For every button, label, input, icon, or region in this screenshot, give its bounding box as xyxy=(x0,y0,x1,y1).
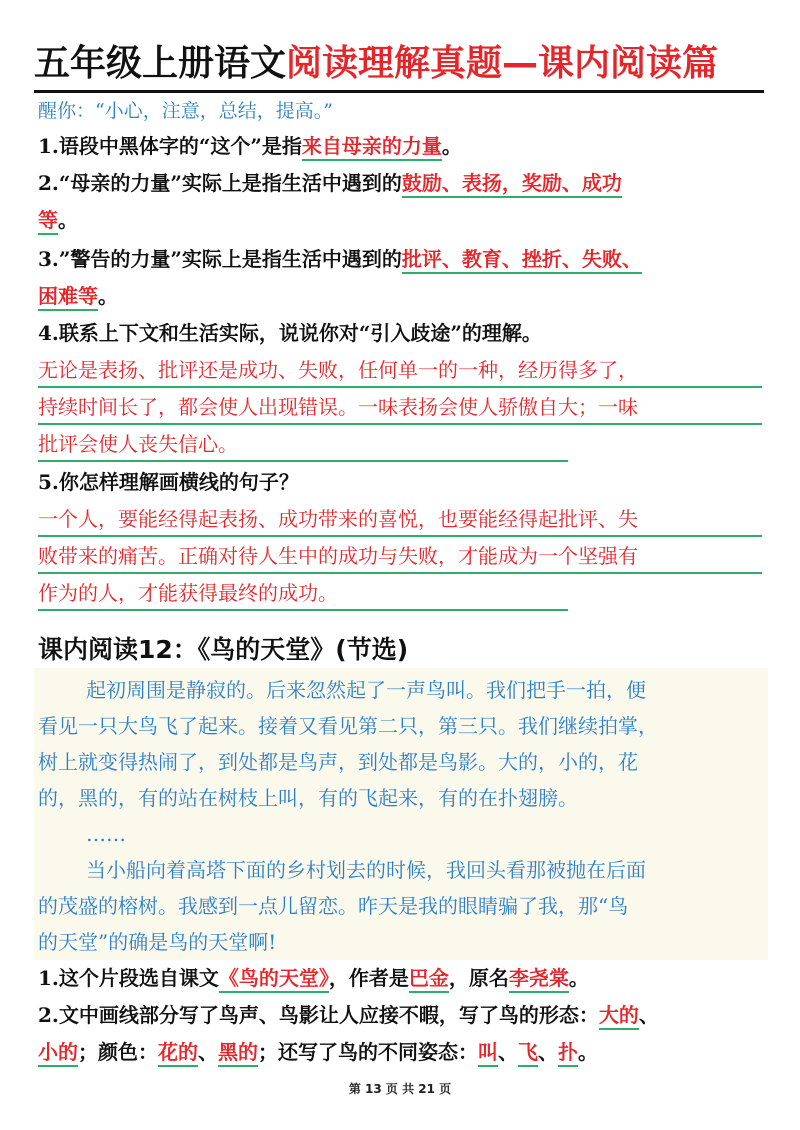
passage-line-6: 的茂盛的榕树。我感到一点儿留恋。昨天是我的眼睛骗了我，那“鸟 xyxy=(38,894,629,918)
s2q2-mid1: ；颜色： xyxy=(78,1040,158,1064)
question-2-answer-part2: 等 xyxy=(38,208,58,235)
title-part-red: 阅读理解真题—课内阅读篇 xyxy=(286,43,719,84)
title-part-black: 五年级上册语文 xyxy=(34,43,287,84)
s2q2-sep3: 、 xyxy=(498,1040,518,1064)
question-1-suffix: 。 xyxy=(441,134,462,158)
s2q1-text: 1.这个片段选自课文 xyxy=(38,966,219,990)
s2q2-pose1: 叫 xyxy=(478,1040,498,1067)
s2q2-mid2: ；还写了鸟的不同姿态： xyxy=(258,1040,478,1064)
question-3 xyxy=(38,243,642,275)
question-4: 4.联系上下文和生活实际，说说你对“引入歧途”的理解。 xyxy=(38,321,542,345)
question-3-answer-part1: 批评、教育、挫折、失败、 xyxy=(402,247,642,274)
question-2-text: 2.“母亲的力量”实际上是指生活中遇到的 xyxy=(38,171,402,195)
s2q2-text: 2.文中画线部分写了鸟声、鸟影让人应接不暇，写了鸟的形态： xyxy=(38,1003,599,1027)
s2q2-form2: 小的 xyxy=(38,1040,78,1067)
question-3-suffix: 。 xyxy=(98,284,118,308)
passage-line-3: 树上就变得热闹了，到处都是鸟声，到处都是鸟影。大的，小的，花 xyxy=(38,750,638,774)
page-footer: 第 13 页 共 21 页 xyxy=(348,1082,452,1096)
s2q1-suffix: 。 xyxy=(568,966,589,990)
question-4-answer-line-1: 无论是表扬、批评还是成功、失败，任何单一的一种，经历得多了， xyxy=(38,358,638,382)
passage-line-4: 的，黑的，有的站在树枝上叫，有的飞起来，有的在扑翅膀。 xyxy=(38,786,578,810)
answer-underline xyxy=(38,535,762,537)
question-2 xyxy=(38,167,622,199)
question-4-answer-line-3: 批评会使人丧失信心。 xyxy=(38,432,238,456)
passage-ellipsis: …… xyxy=(86,822,126,846)
s2q1-book-answer: 《鸟的天堂》 xyxy=(219,966,329,993)
answer-underline xyxy=(38,609,568,611)
section-heading: 课内阅读12：《鸟的天堂》(节选) xyxy=(38,635,409,664)
s2q2-form1: 大的 xyxy=(599,1003,639,1030)
s2q2-sep2: 、 xyxy=(198,1040,218,1064)
passage-line-5: 当小船向着高塔下面的乡村划去的时候，我回头看那被抛在后面 xyxy=(86,858,646,882)
question-5: 5.你怎样理解画横线的句子？ xyxy=(38,470,299,494)
question-2-answer-part1: 鼓励、表扬，奖励、成功 xyxy=(402,171,622,198)
answer-underline xyxy=(38,423,762,425)
question-1-answer: 来自母亲的力量 xyxy=(302,134,442,161)
answer-underline xyxy=(38,572,762,574)
section2-question-2 xyxy=(38,999,659,1031)
passage-line-1: 起初周围是静寂的。后来忽然起了一声鸟叫。我们把手一拍，便 xyxy=(86,678,646,702)
title-underline xyxy=(34,90,764,93)
s2q1-author-answer: 巴金 xyxy=(409,966,449,993)
s2q2-suffix: 。 xyxy=(578,1040,598,1064)
s2q2-color2: 黑的 xyxy=(218,1040,258,1067)
answer-underline xyxy=(38,386,762,388)
answer-underline xyxy=(38,460,568,462)
question-2-suffix: 。 xyxy=(58,208,78,232)
s2q1-mid2: ，原名 xyxy=(448,966,509,990)
section2-question-2-cont xyxy=(38,1036,598,1068)
question-5-answer-line-1: 一个人，要能经得起表扬、成功带来的喜悦，也要能经得起批评、失 xyxy=(38,507,638,531)
question-3-text: 3.”警告的力量”实际上是指生活中遇到的 xyxy=(38,247,402,271)
question-1-text: 1.语段中黑体字的“这个”是指 xyxy=(38,134,302,158)
question-2-cont xyxy=(38,204,78,236)
s2q1-mid1: ，作者是 xyxy=(328,966,409,990)
question-5-answer-line-3: 作为的人，才能获得最终的成功。 xyxy=(38,581,338,605)
question-3-answer-part2: 困难等 xyxy=(38,284,98,311)
page-title xyxy=(34,40,774,88)
question-4-answer-line-2: 持续时间长了，都会使人出现错误。一味表扬会使人骄傲自大；一味 xyxy=(38,395,638,419)
s2q2-color1: 花的 xyxy=(158,1040,198,1067)
s2q2-pose3: 扑 xyxy=(558,1040,578,1067)
question-3-cont xyxy=(38,280,118,312)
s2q1-realname-answer: 李尧棠 xyxy=(509,966,569,993)
passage-line-2: 看见一只大鸟飞了起来。接着又看见第二只，第三只。我们继续拍掌， xyxy=(38,714,658,738)
question-5-answer-line-2: 败带来的痛苦。正确对待人生中的成功与失败，才能成为一个坚强有 xyxy=(38,544,638,568)
s2q2-sep4: 、 xyxy=(538,1040,558,1064)
passage-line-7: 的天堂”的确是鸟的天堂啊! xyxy=(38,930,277,954)
section2-question-1 xyxy=(38,962,589,994)
s2q2-pose2: 飞 xyxy=(518,1040,538,1067)
reminder-text: 醒你：“小心，注意，总结，提高。” xyxy=(38,100,333,122)
s2q2-sep1: 、 xyxy=(638,1003,659,1027)
question-1 xyxy=(38,130,462,162)
